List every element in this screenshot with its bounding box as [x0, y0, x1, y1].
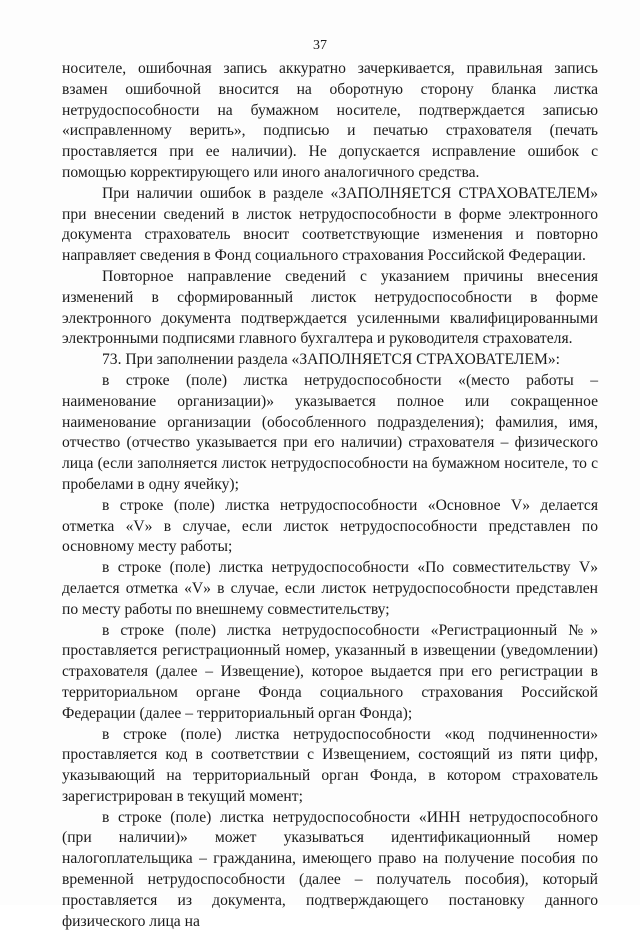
- paragraph: в строке (поле) листка нетрудоспособности «По совместительству V» делается отметка «V» в случае, если листок нетрудоспособности представлен по месту работы по внешнему совместительству;: [62, 559, 598, 618]
- paragraph: в строке (поле) листка нетрудоспособности «Регистрационный №» проставляется регистрационный номер, указанный в извещении (уведомлении) страхователя (далее – Извещение), которое выдается при его регистрации в территориальном органе Фонда социального страхования Российской Федерации (далее – территориальный орган Фонда);: [62, 621, 598, 722]
- paragraph: При наличии ошибок в разделе «ЗАПОЛНЯЕТСЯ СТРАХОВАТЕЛЕМ» при внесении сведений в листок нетрудоспособности в форме электронного документа страхователь вносит соответствующие изменения и повторно направляет сведения в Фонд социального страхования Российской Федерации.: [62, 184, 598, 265]
- paragraph: в строке (поле) листка нетрудоспособности «ИНН нетрудоспособного (при наличии)» может указываться идентификационный номер налогоплательщика – гражданина, имеющего право на получение пособия по временной нетрудоспособности (далее – получатель пособия), который проставляется из документа, подтверждающего постановку данного физического лица на: [62, 808, 598, 930]
- section-heading: 73. При заполнении раздела «ЗАПОЛНЯЕТСЯ СТРАХОВАТЕЛЕМ»:: [102, 351, 560, 369]
- paragraph-continuation: носителе, ошибочная запись аккуратно зачеркивается, правильная запись взамен ошибочной вносится на оборотную сторону бланка листка нетрудоспособности на бумажном носителе, подтверждается записью «исправленному верить», подписью и печатью страхователя (печать проставляется при ее наличии). Не допускается исправление ошибок с помощью корректирующего или иного аналогичного средства.: [62, 60, 598, 181]
- paragraph: в строке (поле) листка нетрудоспособности «Основное V» делается отметка «V» в случае, если листок нетрудоспособности представлен по основному месту работы;: [62, 496, 598, 556]
- page-number: 37: [313, 38, 327, 53]
- paragraph: Повторное направление сведений с указанием причины внесения изменений в сформированный листок нетрудоспособности в форме электронного документа подтверждается усиленными квалифицированными электронными подписями главного бухгалтера и руководителя страхователя.: [62, 267, 598, 348]
- paragraph: в строке (поле) листка нетрудоспособности «код подчиненности» проставляется код в соответствии с Извещением, состоящий из пяти цифр, указывающий на территориальный орган Фонда, в котором страхователь зарегистрирован в текущий момент;: [62, 725, 598, 805]
- document-body: [62, 59, 598, 932]
- paragraph: в строке (поле) листка нетрудоспособности «(место работы – наименование организации)» указывается полное или сокращенное наименование организации (обособленного подразделения); фамилия, имя, отчество (отчество указывается при его наличии) страхователя – физического лица (если заполняется листок нетрудоспособности на бумажном носителе, то с пробелами в одну ячейку);: [62, 371, 598, 493]
